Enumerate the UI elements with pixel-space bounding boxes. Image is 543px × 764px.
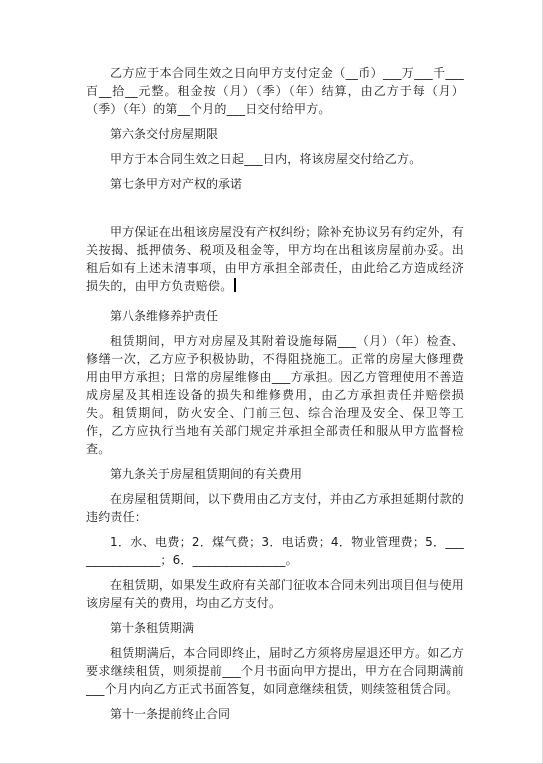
article-6-paragraph: 甲方于本合同生效之日起___日内，将该房屋交付给乙方。: [110, 152, 422, 166]
article-7-heading: 第七条甲方对产权的承诺: [110, 177, 243, 191]
article-8-heading: 第八条维修养护责任: [110, 309, 219, 323]
deposit-paragraph: 乙方应于本合同生效之日向甲方支付定金（__币）___万___千___百__拾__元整。租金按（月）（季）（年）结算，由乙方于每（月）（季）（年）的第__个月的___日交付给甲方。: [86, 66, 464, 116]
article-9-extra-paragraph: 在租赁期，如果发生政府有关部门征收本合同未列出项目但与使用该房屋有关的费用，均由乙方支付。: [86, 578, 464, 610]
article-9-paragraph: 在房屋租赁期间，以下费用由乙方支付，并由乙方承担延期付款的违约责任：: [86, 492, 464, 524]
article-11-heading: 第十一条提前终止合同: [110, 707, 231, 721]
article-8-paragraph: 租赁期间，甲方对房屋及其附着设施每隔___（月）（年）检查、修缮一次，乙方应予积极协助，不得阻挠施工。正常的房屋大修理费用由甲方承担；日常的房屋维修由___方承担。因乙方管理使用不善造成房屋及其相连设备的损失和维修费用，由乙方承担责任并赔偿损失。租赁期间，防火安全、门前三包、综合治理及安全、保卫等工作，乙方应执行当地有关部门规定并承担全部责任和服从甲方监督检查。: [86, 334, 464, 456]
article-6-heading: 第六条交付房屋期限: [110, 127, 219, 141]
article-7-text: 甲方保证在出租该房屋没有产权纠纷；除补充协议另有约定外，有关按揭、抵押债务、税项及租金等，甲方均在出租该房屋前办妥。出租后如有上述未清事项，由甲方承担全部责任，由此给乙方造成经济损失的，由甲方负责赔偿。: [86, 225, 464, 293]
article-9-fee-list: 1．水、电费；2．煤气费；3．电话费；4．物业管理费；5．_______________；6．_______________。: [86, 535, 464, 567]
article-7-paragraph: [86, 223, 464, 295]
document-body: [86, 64, 464, 723]
article-10-paragraph: 租赁期满后，本合同即终止，届时乙方须将房屋退还甲方。如乙方要求继续租赁，则须提前___个月书面向甲方提出，甲方在合同期满前___个月内向乙方正式书面答复，如同意继续租赁，则续签租赁合同。: [86, 646, 464, 696]
text-cursor: [234, 278, 236, 292]
article-9-heading: 第九条关于房屋租赁期间的有关费用: [110, 467, 303, 481]
article-10-heading: 第十条租赁期满: [110, 621, 195, 635]
